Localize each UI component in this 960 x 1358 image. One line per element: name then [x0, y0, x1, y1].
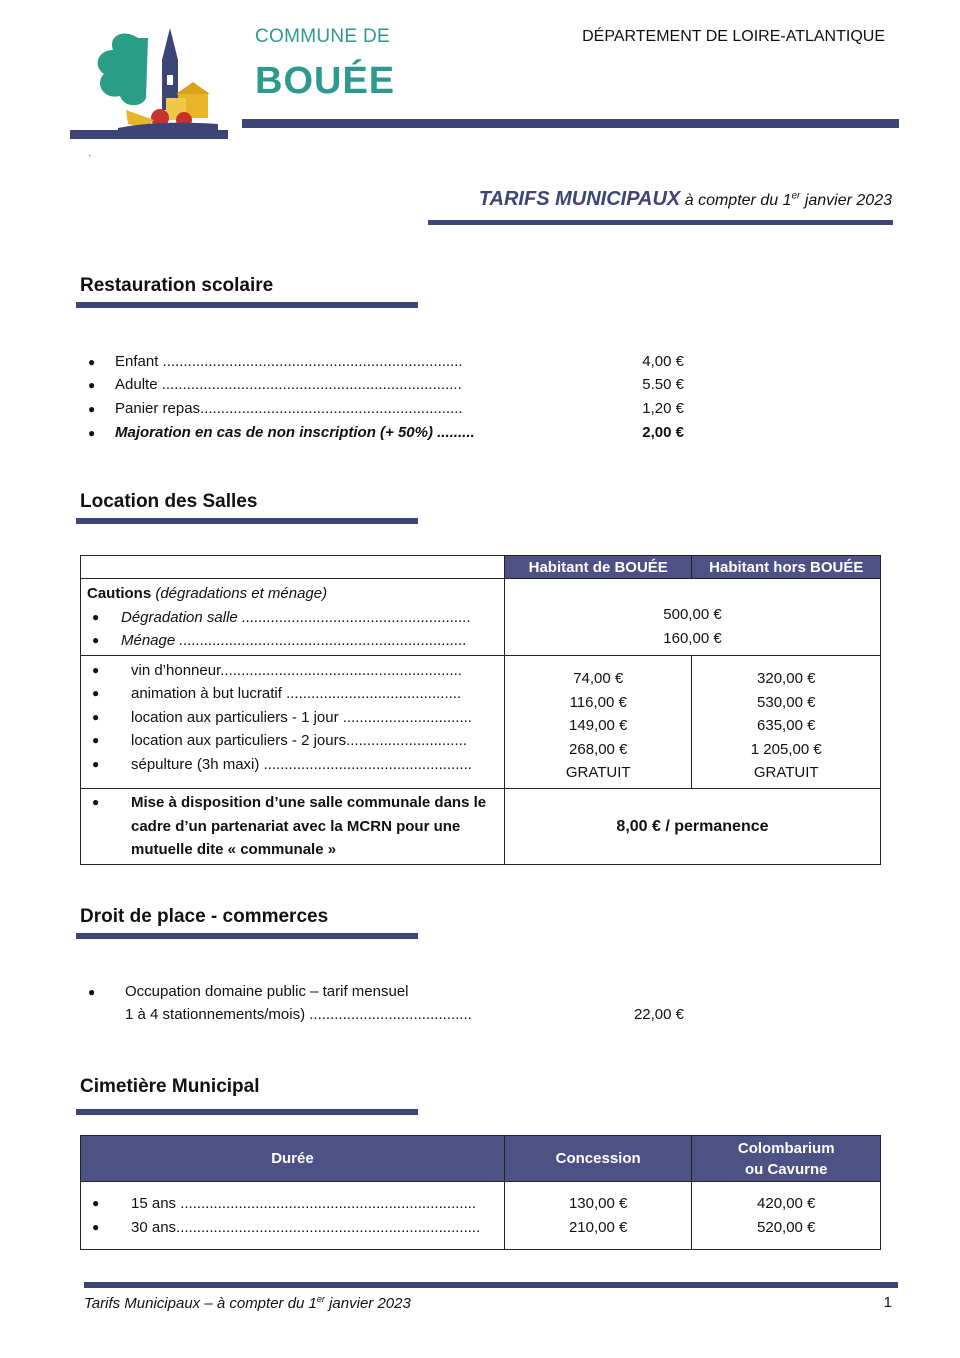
mcrn-cell: ● Mise à disposition d’une salle communale dans le cadre d’un partenariat avec la MCRN pour une mutuelle dite « communale »: [81, 789, 505, 865]
cautions-price-cell: 500,00 € 160,00 €: [504, 579, 880, 656]
rentals-cell: [81, 655, 505, 789]
list-item: ● location aux particuliers - 2 jours.............................: [87, 729, 498, 753]
list-item: ● 30 ans.........................................................................: [87, 1216, 498, 1240]
bullet-icon: ●: [88, 378, 96, 392]
header-divider: [242, 119, 899, 128]
list-item: ● Occupation domaine public – tarif mensuel: [88, 981, 495, 1003]
salles-table: [80, 555, 881, 865]
section-title-salles: Location des Salles: [80, 491, 258, 512]
bullet-icon: ●: [92, 1196, 100, 1210]
table-row: [81, 1182, 881, 1250]
table-row-mcrn: [81, 789, 881, 865]
col-header-colombarium: Colombarium ou Cavurne: [692, 1136, 881, 1182]
section-underline: [76, 933, 418, 939]
bullet-icon: ●: [92, 733, 100, 747]
section-title-droit-place: Droit de place - commerces: [80, 906, 329, 927]
title-date: à compter du 1er janvier 2023: [684, 190, 892, 209]
title-main: TARIFS MUNICIPAUX: [478, 188, 681, 210]
list-item: ● Ménage .....................................................................: [87, 629, 498, 653]
bullet-icon: ●: [92, 1219, 100, 1234]
title-underline: [428, 220, 893, 225]
department-label: DÉPARTEMENT DE LOIRE-ATLANTIQUE: [582, 28, 885, 45]
bullet-icon: ●: [88, 402, 96, 416]
list-item-continuation: 1 à 4 stationnements/mois) ....................................... 22,00 €: [125, 1006, 684, 1023]
col-header-concession: Concession: [504, 1136, 692, 1182]
col-header-hors: Habitant hors BOUÉE: [692, 556, 881, 579]
table-row-cautions: [81, 579, 881, 656]
bullet-icon: ●: [88, 985, 96, 999]
section-title-cimetiere: Cimetière Municipal: [80, 1076, 260, 1097]
commune-label: COMMUNE DE: [255, 26, 390, 47]
list-item: ● sépulture (3h maxi) ..................................................: [87, 753, 498, 777]
footer-text: Tarifs Municipaux – à compter du 1er janvier 2023: [84, 1294, 411, 1312]
section-underline: [76, 302, 418, 308]
list-item: ● Majoration en cas de non inscription (+ 50%) ......... 2,00 €: [88, 422, 495, 444]
table-header-row: [81, 1136, 881, 1182]
table-row-rentals: [81, 655, 881, 789]
bullet-icon: ●: [92, 686, 100, 700]
section-underline: [76, 1109, 418, 1115]
village-church-logo-icon: [68, 20, 228, 145]
page-number: 1: [883, 1294, 892, 1311]
bullet-icon: ●: [92, 709, 100, 724]
durations-cell: [81, 1182, 505, 1250]
list-item: ● Adulte ........................................................................ 5.50 €: [88, 374, 495, 396]
section-title-restauration: Restauration scolaire: [80, 275, 274, 296]
stray-dot: ·: [88, 150, 92, 161]
bullet-icon: ●: [92, 662, 100, 677]
hors-prices-cell: 320,00 € 530,00 € 635,00 € 1 205,00 € GRATUIT: [692, 655, 881, 789]
col-header-habitant: Habitant de BOUÉE: [504, 556, 692, 579]
list-item: ● animation à but lucratif ..........................................: [87, 682, 498, 706]
list-item: ● Panier repas............................................................... 1,20 €: [88, 398, 495, 420]
section-underline: [76, 518, 418, 524]
concession-prices-cell: 130,00 € 210,00 €: [504, 1182, 692, 1250]
cautions-cell: Cautions (dégradations et ménage) ● Dégradation salle ....................................................... ● Ménage .....................................................................: [81, 579, 505, 656]
list-item: ● vin d’honneur..........................................................: [87, 659, 498, 683]
habitant-prices-cell: 74,00 € 116,00 € 149,00 € 268,00 € GRATUIT: [504, 655, 692, 789]
list-item: ● location aux particuliers - 1 jour ...............................: [87, 706, 498, 730]
list-item: ● Dégradation salle .......................................................: [87, 606, 498, 630]
empty-header-cell: [81, 556, 505, 579]
footer-divider: [84, 1282, 898, 1288]
cimetiere-table: [80, 1135, 881, 1250]
list-item: ● 15 ans .......................................................................: [87, 1192, 498, 1216]
bullet-icon: ●: [92, 795, 100, 809]
col-header-duree: Durée: [81, 1136, 505, 1182]
table-header-row: [81, 556, 881, 579]
bullet-icon: ●: [88, 426, 96, 440]
mcrn-price-cell: 8,00 € / permanence: [504, 789, 880, 865]
bullet-icon: ●: [92, 609, 100, 624]
bullet-icon: ●: [92, 756, 100, 771]
page-title: [479, 188, 892, 211]
list-item: ● Enfant ........................................................................ 4,00 €: [88, 351, 495, 373]
bullet-icon: ●: [88, 355, 96, 369]
commune-name: BOUÉE: [255, 60, 396, 102]
bullet-icon: ●: [92, 633, 100, 647]
colombarium-prices-cell: 420,00 € 520,00 €: [692, 1182, 881, 1250]
